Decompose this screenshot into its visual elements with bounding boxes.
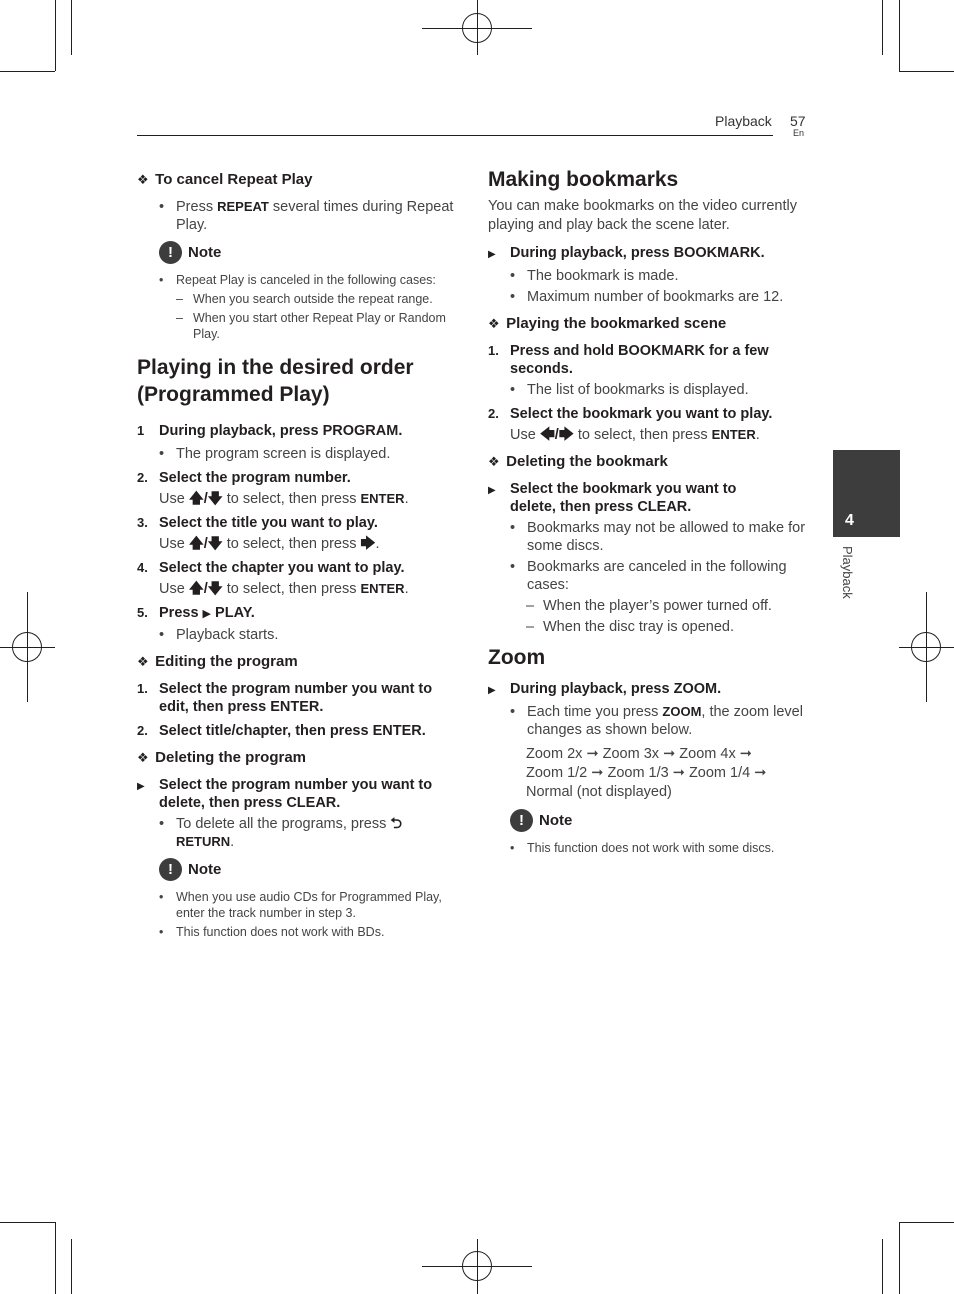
- deleting-bookmark-heading: ❖ Deleting the bookmark: [488, 453, 668, 470]
- use-instruction: Use 🡅/🡇 to select, then press ENTER.: [159, 581, 409, 597]
- arrow-right-icon: ➞: [663, 746, 676, 762]
- list-item: • Each time you press ZOOM, the zoom level changes as shown below.: [510, 704, 803, 738]
- registration-circle: [12, 632, 42, 662]
- triangle-right-icon: ▶: [488, 685, 496, 696]
- crop-mark: [55, 1222, 56, 1294]
- cancel-repeat-heading: ❖ To cancel Repeat Play: [137, 171, 313, 188]
- step: 2. Select the program number.: [137, 470, 351, 486]
- arrow-right-icon: ➞: [591, 765, 604, 781]
- list-item: • Maximum number of bookmarks are 12.: [510, 289, 784, 305]
- triangle-right-icon: ▶: [488, 249, 496, 260]
- editing-heading: ❖ Editing the program: [137, 653, 298, 670]
- header-section: Playback: [715, 113, 772, 129]
- crop-mark: [71, 1239, 72, 1294]
- warning-icon: !: [159, 241, 182, 264]
- up-down-arrow-icon: 🡅/🡇: [188, 491, 223, 507]
- header-lang: En: [793, 128, 805, 138]
- crop-mark: [55, 0, 56, 71]
- left-right-arrow-icon: 🡄/🡆: [539, 427, 574, 443]
- note-dash-item: – When you search outside the repeat range.: [176, 292, 433, 306]
- use-instruction: Use 🡄/🡆 to select, then press ENTER.: [510, 427, 760, 443]
- note-label: ! Note: [159, 241, 462, 264]
- triangle-right-icon: ▶: [488, 485, 496, 496]
- dash-item: – When the disc tray is opened.: [526, 619, 735, 635]
- crop-mark: [899, 1222, 900, 1294]
- step: 1. Press and hold BOOKMARK for a few seconds.: [488, 343, 769, 377]
- step: ▶ During playback, press BOOKMARK.: [488, 244, 808, 264]
- chapter-number: 4: [845, 512, 854, 529]
- step: 1 During playback, press PROGRAM.: [137, 423, 403, 439]
- step: 3. Select the title you want to play.: [137, 515, 378, 531]
- diamond-icon: ❖: [488, 316, 500, 331]
- step: ▶ Select the program number you want to delete, then press CLEAR.: [137, 777, 433, 811]
- return-icon: ⮌: [390, 816, 403, 832]
- header-rule: [137, 135, 773, 136]
- crop-mark: [0, 1222, 55, 1223]
- note-item: • When you use audio CDs for Programmed Play, enter the track number in step 3.: [159, 890, 442, 920]
- step: 1. Select the program number you want to edit, then press ENTER.: [137, 681, 433, 715]
- chapter-tab: [833, 450, 900, 537]
- right-column: [488, 166, 808, 856]
- list-item: • The program screen is displayed.: [159, 446, 391, 462]
- dash-item: – When the player’s power turned off.: [526, 598, 772, 614]
- crop-mark: [71, 0, 72, 55]
- step: ▶ Select the bookmark you want to delete, then press CLEAR.: [488, 481, 737, 515]
- zoom-title: Zoom: [488, 646, 546, 669]
- list-item: • To delete all the programs, press ⮌ RETURN.: [159, 816, 403, 850]
- note-item: • This function does not work with some discs.: [510, 841, 775, 855]
- programmed-play-title: Playing in the desired order (Programmed Play): [137, 356, 414, 406]
- diamond-icon: ❖: [137, 172, 149, 187]
- diamond-icon: ❖: [137, 654, 149, 669]
- diamond-icon: ❖: [488, 454, 500, 469]
- step: 2. Select the bookmark you want to play.: [488, 406, 773, 422]
- arrow-right-icon: ➞: [672, 765, 685, 781]
- play-icon: ▶: [202, 608, 212, 620]
- use-instruction: Use 🡅/🡇 to select, then press 🡆.: [159, 536, 380, 552]
- warning-icon: !: [510, 809, 533, 832]
- crop-mark: [899, 0, 900, 71]
- registration-circle: [911, 632, 941, 662]
- list-item: • The list of bookmarks is displayed.: [510, 382, 749, 398]
- diamond-icon: ❖: [137, 750, 149, 765]
- playing-bookmarked-heading: ❖ Playing the bookmarked scene: [488, 315, 727, 332]
- up-down-arrow-icon: 🡅/🡇: [188, 536, 223, 552]
- warning-icon: !: [159, 858, 182, 881]
- page-number: 57: [790, 113, 806, 129]
- crop-mark: [899, 1222, 954, 1223]
- list-item: • Press REPEAT several times during Repeat Play.: [159, 199, 454, 233]
- note-item: • This function does not work with BDs.: [159, 925, 385, 939]
- note-label: ! Note: [159, 858, 462, 881]
- step: 4. Select the chapter you want to play.: [137, 560, 405, 576]
- list-item: • Bookmarks may not be allowed to make for some discs.: [510, 520, 806, 554]
- use-instruction: Use 🡅/🡇 to select, then press ENTER.: [159, 491, 409, 507]
- list-item: • The bookmark is made.: [510, 268, 679, 284]
- registration-circle: [462, 13, 492, 43]
- chapter-label: Playback: [840, 546, 855, 599]
- right-arrow-icon: 🡆: [360, 536, 376, 552]
- making-bookmarks-title: Making bookmarks: [488, 168, 679, 191]
- crop-mark: [882, 1239, 883, 1294]
- step: 5. Press ▶ PLAY.: [137, 605, 255, 621]
- arrow-right-icon: ➞: [754, 765, 767, 781]
- note-item: • Repeat Play is canceled in the following cases:: [159, 273, 436, 287]
- list-item: • Bookmarks are canceled in the following cases:: [510, 559, 787, 593]
- deleting-program-heading: ❖ Deleting the program: [137, 749, 307, 766]
- bookmarks-intro: You can make bookmarks on the video currently playing and play back the scene later.: [488, 198, 797, 233]
- left-column: [137, 171, 462, 940]
- arrow-right-icon: ➞: [586, 746, 599, 762]
- step: 2. Select title/chapter, then press ENTER.: [137, 723, 426, 739]
- step: ▶ During playback, press ZOOM.: [488, 680, 808, 700]
- arrow-right-icon: ➞: [739, 746, 752, 762]
- crop-mark: [882, 0, 883, 55]
- up-down-arrow-icon: 🡅/🡇: [188, 581, 223, 597]
- list-item: • Playback starts.: [159, 627, 279, 643]
- note-dash-item: – When you start other Repeat Play or Random Play.: [176, 311, 446, 341]
- triangle-right-icon: ▶: [137, 781, 145, 792]
- registration-circle: [462, 1251, 492, 1281]
- crop-mark: [899, 71, 954, 72]
- note-label: ! Note: [510, 809, 808, 832]
- crop-mark: [0, 71, 55, 72]
- zoom-sequence: Zoom 2x ➞ Zoom 3x ➞ Zoom 4x ➞ Zoom 1/2 ➞ Zoom 1/3 ➞ Zoom 1/4 ➞ Normal (not displayed): [526, 746, 767, 800]
